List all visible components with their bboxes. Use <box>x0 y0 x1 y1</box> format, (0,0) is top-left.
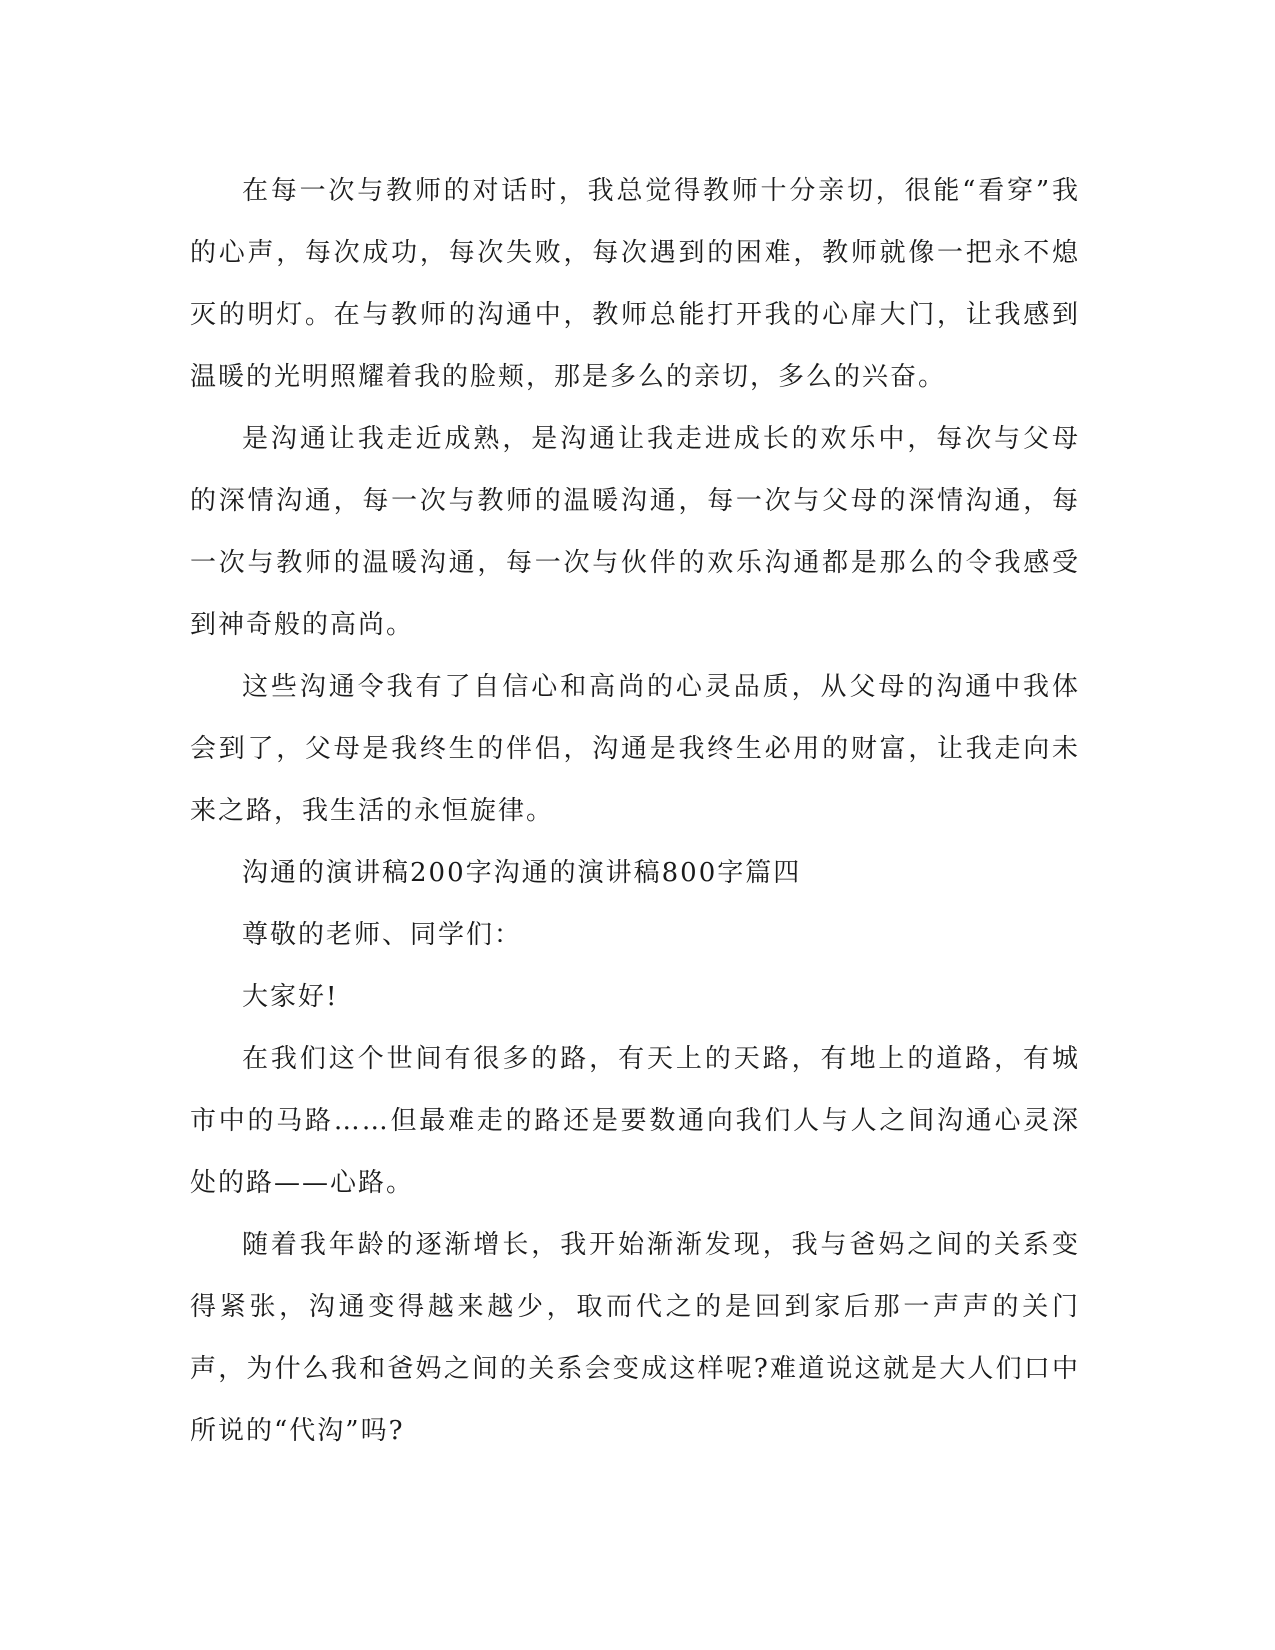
paragraph-teacher-dialogue: 在每一次与教师的对话时，我总觉得教师十分亲切，很能“看穿”我的心声，每次成功，每次失败，每次遇到的困难，教师就像一把永不熄灭的明灯。在与教师的沟通中，教师总能打开我的心扉大门，让我感到温暖的光明照耀着我的脸颊，那是多么的亲切，多么的兴奋。 <box>190 176 1080 392</box>
paragraph-generation-gap: 随着我年龄的逐渐增长，我开始渐渐发现，我与爸妈之间的关系变得紧张，沟通变得越来越少，取而代之的是回到家后那一声声的关门声，为什么我和爸妈之间的关系会变成这样呢?难道说这就是大人们口中所说的“代沟”吗? <box>190 1230 1080 1446</box>
greeting: 大家好! <box>242 982 339 1012</box>
salutation: 尊敬的老师、同学们： <box>242 920 523 950</box>
paragraph-communication-maturity: 是沟通让我走近成熟，是沟通让我走进成长的欢乐中，每次与父母的深情沟通，每一次与教师的温暖沟通，每一次与父母的深情沟通，每一次与教师的温暖沟通，每一次与伙伴的欢乐沟通都是那么的令我感受到神奇般的高尚。 <box>190 424 1080 640</box>
paragraph-confidence: 这些沟通令我有了自信心和高尚的心灵品质，从父母的沟通中我体会到了，父母是我终生的伴侣，沟通是我终生必用的财富，让我走向未来之路，我生活的永恒旋律。 <box>190 672 1080 826</box>
document-body <box>190 160 1080 1462</box>
paragraph-heart-road: 在我们这个世间有很多的路，有天上的天路，有地上的道路，有城市中的马路……但最难走的路还是要数通向我们人与人之间沟通心灵深处的路——心路。 <box>190 1044 1080 1198</box>
section-heading: 沟通的演讲稿200字沟通的演讲稿800字篇四 <box>242 858 802 888</box>
